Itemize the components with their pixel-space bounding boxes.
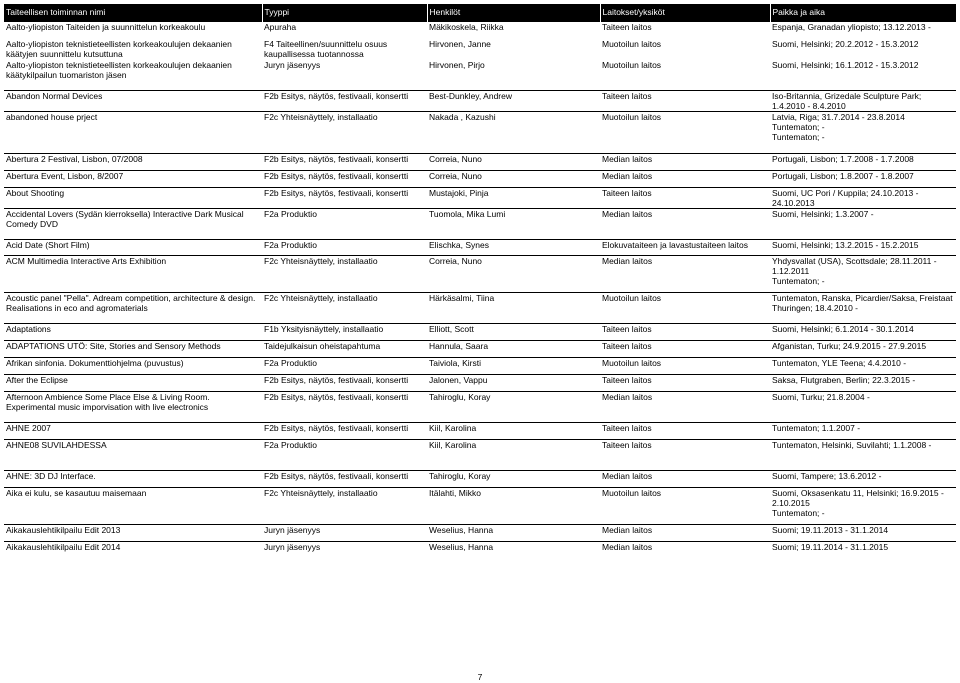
table-row xyxy=(4,375,956,392)
type-cell: F2b Esitys, näytös, festivaali, konsertti xyxy=(262,423,427,440)
persons-cell: Weselius, Hanna xyxy=(427,542,600,559)
department-cell: Elokuvataiteen ja lavastustaiteen laitos xyxy=(600,240,770,256)
place-time-cell: Tuntematon, YLE Teena; 4.4.2010 - xyxy=(770,358,956,375)
table-row xyxy=(4,324,956,341)
persons-cell: Tahiroglu, Koray xyxy=(427,471,600,488)
type-cell: Apuraha xyxy=(262,22,427,39)
name-cell: AHNE 2007 xyxy=(4,423,262,440)
place-time-cell: Suomi, Helsinki; 6.1.2014 - 30.1.2014 xyxy=(770,324,956,341)
department-cell: Median laitos xyxy=(600,209,770,240)
name-cell: ADAPTATIONS UTÖ: Site, Stories and Sensory Methods xyxy=(4,341,262,358)
name-cell: Aalto-yliopiston Taiteiden ja suunnittelun korkeakoulu xyxy=(4,22,262,39)
name-cell: Aikakauslehtikilpailu Edit 2014 xyxy=(4,542,262,559)
department-cell: Median laitos xyxy=(600,471,770,488)
persons-cell: Correia, Nuno xyxy=(427,171,600,188)
persons-cell: Elischka, Synes xyxy=(427,240,600,256)
persons-cell: Nakada , Kazushi xyxy=(427,112,600,154)
persons-cell: Weselius, Hanna xyxy=(427,525,600,542)
table-row xyxy=(4,525,956,542)
name-cell: Abertura 2 Festival, Lisbon, 07/2008 xyxy=(4,154,262,171)
type-cell: F2a Produktio xyxy=(262,240,427,256)
place-time-cell: Suomi, Helsinki; 13.2.2015 - 15.2.2015 xyxy=(770,240,956,256)
name-cell: abandoned house prject xyxy=(4,112,262,154)
type-cell: Juryn jäsenyys xyxy=(262,525,427,542)
name-cell: Abertura Event, Lisbon, 8/2007 xyxy=(4,171,262,188)
table-row xyxy=(4,423,956,440)
type-cell: F2b Esitys, näytös, festivaali, konsertti xyxy=(262,171,427,188)
persons-cell: Hirvonen, Pirjo xyxy=(429,59,485,70)
name-cell: About Shooting xyxy=(4,188,262,209)
header-persons: Henkilöt xyxy=(427,4,600,22)
department-cell: Median laitos xyxy=(600,392,770,423)
type-cell: F2a Produktio xyxy=(262,358,427,375)
place-time-cell: Yhdysvallat (USA), Scottsdale; 28.11.2011 - 1.12.2011 Tuntematon; - xyxy=(770,256,956,293)
department-cell: Taiteen laitos xyxy=(600,324,770,341)
table-row xyxy=(4,392,956,423)
persons-cell: Mäkikoskela, Riikka xyxy=(427,22,600,39)
type-cell: F1b Yksityisnäyttely, installaatio xyxy=(262,324,427,341)
department-cell: Median laitos xyxy=(600,525,770,542)
place-time-cell: Afganistan, Turku; 24.9.2015 - 27.9.2015 xyxy=(770,341,956,358)
name-cell: Acoustic panel "Pella". Adream competition, architecture & design. Realisations in eco and agromaterials xyxy=(4,293,262,324)
name-cell: After the Eclipse xyxy=(4,375,262,392)
type-cell: F2c Yhteisnäyttely, installaatio xyxy=(262,112,427,154)
type-cell: F2c Yhteisnäyttely, installaatio xyxy=(262,293,427,324)
name-cell: Afrikan sinfonia. Dokumenttiohjelma (puvustus) xyxy=(4,358,262,375)
activities-table xyxy=(4,4,956,559)
department-cell: Muotoilun laitos xyxy=(600,488,770,525)
table-row xyxy=(4,60,956,91)
type-cell: Juryn jäsenyys xyxy=(264,59,321,70)
type-cell: F2b Esitys, näytös, festivaali, konsertti xyxy=(262,188,427,209)
table-row xyxy=(4,91,956,112)
header-departments: Laitokset/yksiköt xyxy=(600,4,770,22)
place-time-cell: Suomi, Helsinki; 1.3.2007 - xyxy=(770,209,956,240)
place-time-cell: Portugali, Lisbon; 1.7.2008 - 1.7.2008 xyxy=(770,154,956,171)
department-cell: Median laitos xyxy=(600,256,770,293)
name-cell: Abandon Normal Devices xyxy=(4,91,262,112)
place-time-cell: Suomi; 19.11.2013 - 31.1.2014 xyxy=(770,525,956,542)
table-row xyxy=(4,188,956,209)
department-cell: Median laitos xyxy=(600,542,770,559)
department-cell: Taiteen laitos xyxy=(600,91,770,112)
persons-cell: Best-Dunkley, Andrew xyxy=(427,91,600,112)
table-row xyxy=(4,358,956,375)
name-cell: AHNE: 3D DJ Interface. xyxy=(4,471,262,488)
table-row xyxy=(4,171,956,188)
persons-cell: Tahiroglu, Koray xyxy=(427,392,600,423)
persons-cell: Taiviola, Kirsti xyxy=(427,358,600,375)
place-time-cell: Suomi, Helsinki; 16.1.2012 - 15.3.2012 xyxy=(772,59,919,70)
table-row xyxy=(4,440,956,471)
type-cell: F2b Esitys, näytös, festivaali, konsertti xyxy=(262,392,427,423)
table-row xyxy=(4,542,956,559)
table-row xyxy=(4,488,956,525)
department-cell: Taiteen laitos xyxy=(600,22,770,39)
name-cell: Aika ei kulu, se kasautuu maisemaan xyxy=(4,488,262,525)
header-row xyxy=(4,4,956,22)
type-cell: F2b Esitys, näytös, festivaali, konsertti xyxy=(262,471,427,488)
place-time-cell: Portugali, Lisbon; 1.8.2007 - 1.8.2007 xyxy=(770,171,956,188)
persons-cell: Kiil, Karolina xyxy=(427,423,600,440)
persons-cell: Kiil, Karolina xyxy=(427,440,600,471)
type-cell: F2b Esitys, näytös, festivaali, konsertti xyxy=(262,375,427,392)
table-row xyxy=(4,341,956,358)
name-cell: Aalto-yliopiston teknistieteellisten korkeakoulujen dekaanien käätyjen suunnittelu kutsuttuna xyxy=(6,38,232,59)
header-place-time: Paikka ja aika xyxy=(770,4,956,22)
table-row xyxy=(4,240,956,256)
header-type: Tyyppi xyxy=(262,4,427,22)
department-cell: Muotoilun laitos xyxy=(602,38,662,49)
department-cell: Taiteen laitos xyxy=(600,341,770,358)
name-cell: Aikakauslehtikilpailu Edit 2013 xyxy=(4,525,262,542)
type-cell: F2a Produktio xyxy=(262,209,427,240)
name-cell: Acid Date (Short Film) xyxy=(4,240,262,256)
place-time-cell: Suomi, Helsinki; 20.2.2012 - 15.3.2012 xyxy=(772,38,919,49)
place-time-cell: Suomi, Turku; 21.8.2004 - xyxy=(770,392,956,423)
persons-cell: Tuomola, Mika Lumi xyxy=(427,209,600,240)
place-time-cell: Iso-Britannia, Grizedale Sculpture Park; 1.4.2010 - 8.4.2010 xyxy=(770,91,956,112)
type-cell: Juryn jäsenyys xyxy=(262,542,427,559)
persons-cell: Itälahti, Mikko xyxy=(427,488,600,525)
name-cell: Afternoon Ambience Some Place Else & Living Room. Experimental music imporvisation with live electronics xyxy=(4,392,262,423)
place-time-cell: Tuntematon, Ranska, Picardier/Saksa, Freistaat Thuringen; 18.4.2010 - xyxy=(770,293,956,324)
department-cell: Taiteen laitos xyxy=(600,375,770,392)
place-time-cell: Espanja, Granadan yliopisto; 13.12.2013 - xyxy=(770,22,956,39)
persons-cell: Hirvonen, Janne xyxy=(429,38,491,49)
type-cell: Taidejulkaisun oheistapahtuma xyxy=(262,341,427,358)
department-cell: Muotoilun laitos xyxy=(600,293,770,324)
type-cell: F2a Produktio xyxy=(262,440,427,471)
table-row xyxy=(4,154,956,171)
place-time-cell: Suomi; 19.11.2014 - 31.1.2015 xyxy=(770,542,956,559)
place-time-cell: Suomi, Oksasenkatu 11, Helsinki; 16.9.2015 - 2.10.2015 Tuntematon; - xyxy=(770,488,956,525)
persons-cell: Hannula, Saara xyxy=(427,341,600,358)
table-row xyxy=(4,471,956,488)
type-cell: F2b Esitys, näytös, festivaali, konsertti xyxy=(262,91,427,112)
table-row xyxy=(4,22,956,39)
persons-cell: Correia, Nuno xyxy=(427,154,600,171)
department-cell: Taiteen laitos xyxy=(600,423,770,440)
table-row xyxy=(4,39,956,60)
table-row xyxy=(4,293,956,324)
persons-cell: Correia, Nuno xyxy=(427,256,600,293)
department-cell: Muotoilun laitos xyxy=(600,358,770,375)
table-row xyxy=(4,112,956,154)
name-cell: AHNE08 SUVILAHDESSA xyxy=(4,440,262,471)
place-time-cell: Tuntematon; 1.1.2007 - xyxy=(770,423,956,440)
department-cell: Taiteen laitos xyxy=(600,188,770,209)
type-cell: F4 Taiteellinen/suunnittelu osuus kaupallisessa tuotannossa xyxy=(264,38,388,59)
place-time-cell: Saksa, Flutgraben, Berlin; 22.3.2015 - xyxy=(770,375,956,392)
name-cell: Accidental Lovers (Sydän kierroksella) Interactive Dark Musical Comedy DVD xyxy=(4,209,262,240)
persons-cell: Mustajoki, Pinja xyxy=(427,188,600,209)
place-time-cell: Suomi, Tampere; 13.6.2012 - xyxy=(770,471,956,488)
department-cell: Median laitos xyxy=(600,154,770,171)
department-cell: Muotoilun laitos xyxy=(602,59,662,70)
name-cell: Adaptations xyxy=(4,324,262,341)
department-cell: Muotoilun laitos xyxy=(600,112,770,154)
place-time-cell: Tuntematon, Helsinki, Suvilahti; 1.1.2008 - xyxy=(770,440,956,471)
page-number: 7 xyxy=(477,672,483,682)
table-row xyxy=(4,256,956,293)
persons-cell: Jalonen, Vappu xyxy=(427,375,600,392)
table-body xyxy=(4,22,956,559)
department-cell: Taiteen laitos xyxy=(600,440,770,471)
type-cell: F2b Esitys, näytös, festivaali, konsertti xyxy=(262,154,427,171)
place-time-cell: Suomi, UC Pori / Kuppila; 24.10.2013 - 24.10.2013 xyxy=(770,188,956,209)
place-time-cell: Latvia, Riga; 31.7.2014 - 23.8.2014 Tuntematon; - Tuntematon; - xyxy=(770,112,956,154)
type-cell: F2c Yhteisnäyttely, installaatio xyxy=(262,488,427,525)
department-cell: Median laitos xyxy=(600,171,770,188)
table-row xyxy=(4,209,956,240)
name-cell: ACM Multimedia Interactive Arts Exhibition xyxy=(4,256,262,293)
type-cell: F2c Yhteisnäyttely, installaatio xyxy=(262,256,427,293)
name-cell: Aalto-yliopiston teknistieteellisten korkeakoulujen dekaanien käätykilpailun tuomariston jäsen xyxy=(6,59,232,80)
persons-cell: Elliott, Scott xyxy=(427,324,600,341)
header-name: Taiteellisen toiminnan nimi xyxy=(4,4,262,22)
persons-cell: Härkäsalmi, Tiina xyxy=(427,293,600,324)
